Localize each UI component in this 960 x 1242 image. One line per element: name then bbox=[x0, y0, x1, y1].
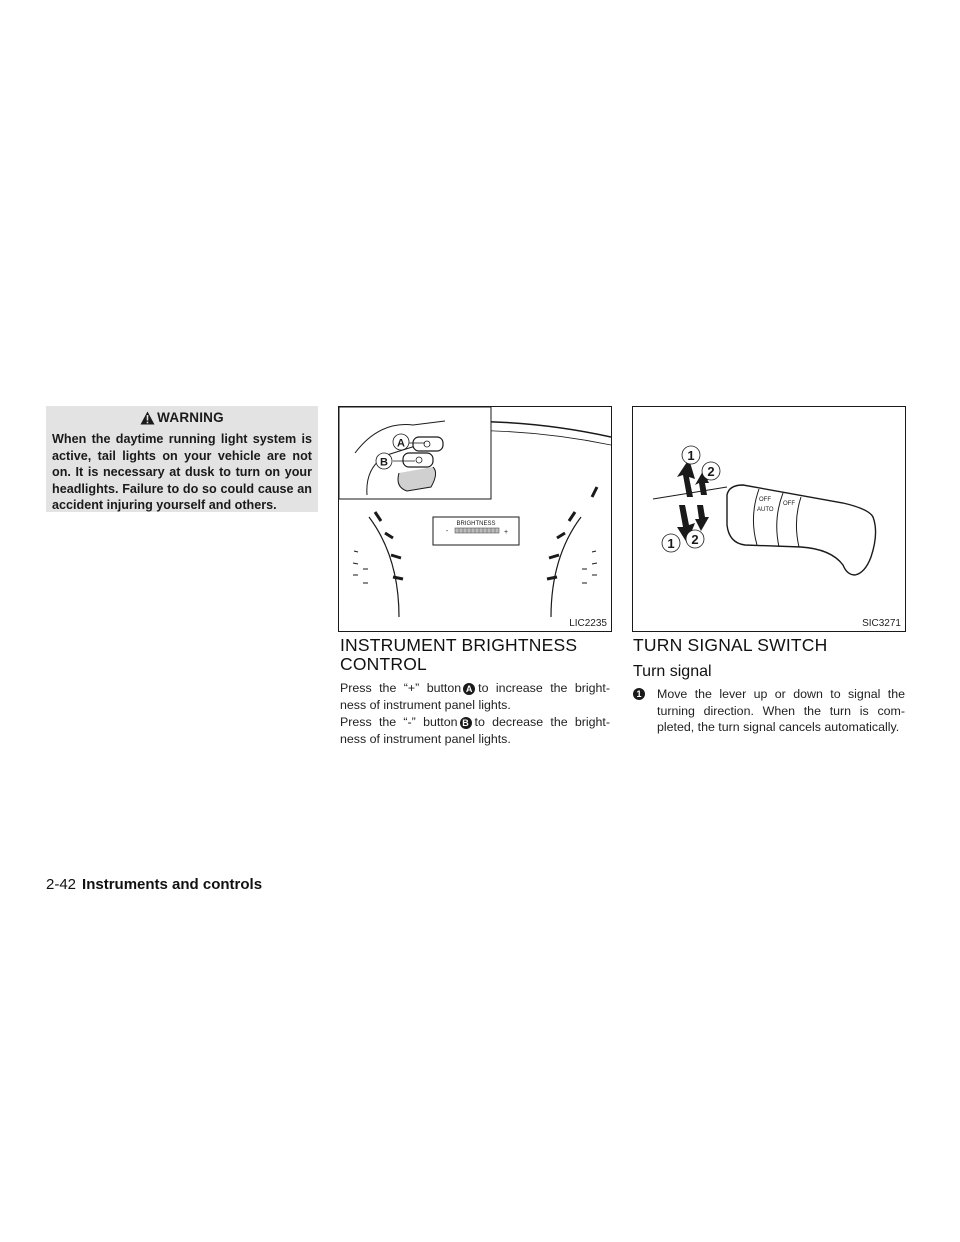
subsection-heading: Turn signal bbox=[633, 663, 712, 680]
section-turn-signal-switch bbox=[633, 636, 903, 655]
para-text-after: to increase the bright-ness of instrument panel lights. bbox=[340, 681, 610, 712]
arrow-label-2-bottom: 2 bbox=[691, 532, 699, 547]
arrow-label-1-top: 1 bbox=[687, 448, 695, 463]
display-label: BRIGHTNESS bbox=[456, 521, 496, 527]
section-heading: TURN SIGNAL SWITCH bbox=[633, 635, 828, 655]
chapter-title: Instruments and controls bbox=[82, 876, 263, 893]
figure-instrument-brightness bbox=[338, 406, 612, 632]
display-minus: - bbox=[445, 528, 449, 535]
turn-signal-lever-illustration bbox=[633, 407, 905, 631]
lever-label-auto: AUTO bbox=[757, 507, 774, 513]
section-instrument-brightness bbox=[340, 636, 610, 674]
section-heading: INSTRUMENT BRIGHTNESS CONTROL bbox=[340, 635, 578, 674]
page-number: 2-42 bbox=[46, 876, 77, 893]
numbered-item-text: Move the lever up or down to signal the turning direction. When the turn is com-pleted, the turn signal cancels automatically. bbox=[657, 687, 905, 734]
para-text-after: to decrease the bright-ness of instrument panel lights. bbox=[340, 715, 610, 746]
numbered-item bbox=[633, 686, 905, 736]
marker-1-icon: 1 bbox=[633, 688, 645, 700]
warning-box bbox=[46, 406, 318, 512]
paragraph-decrease bbox=[340, 714, 610, 747]
instrument-cluster-illustration bbox=[339, 407, 611, 631]
warning-triangle-icon bbox=[140, 411, 155, 425]
arrow-label-2-top: 2 bbox=[707, 464, 715, 479]
page-footer bbox=[46, 876, 262, 893]
warning-title bbox=[46, 410, 318, 425]
arrow-label-1-bottom: 1 bbox=[667, 536, 675, 551]
lever-label-off: OFF bbox=[759, 497, 771, 503]
marker-b-icon: B bbox=[460, 717, 472, 729]
warning-body: When the daytime running light system is active, tail lights on your vehicle are not on. It is necessary at dusk to turn on your headlights. Failure to do so could cause an accident injuring yourself and others. bbox=[52, 432, 312, 513]
para-text-before: Press the “+” button bbox=[340, 681, 462, 695]
figure-code: LIC2235 bbox=[569, 618, 607, 629]
paragraph-increase bbox=[340, 680, 610, 713]
display-plus: + bbox=[503, 529, 509, 536]
para-text-before: Press the “-” button bbox=[340, 715, 458, 729]
warning-title-text: WARNING bbox=[157, 410, 224, 425]
callout-a: A bbox=[397, 437, 405, 450]
marker-a-icon: A bbox=[463, 683, 475, 695]
callout-b: B bbox=[380, 456, 388, 469]
figure-code: SIC3271 bbox=[862, 618, 901, 629]
figure-turn-signal bbox=[632, 406, 906, 632]
lever-label-off-2: OFF bbox=[783, 501, 795, 507]
